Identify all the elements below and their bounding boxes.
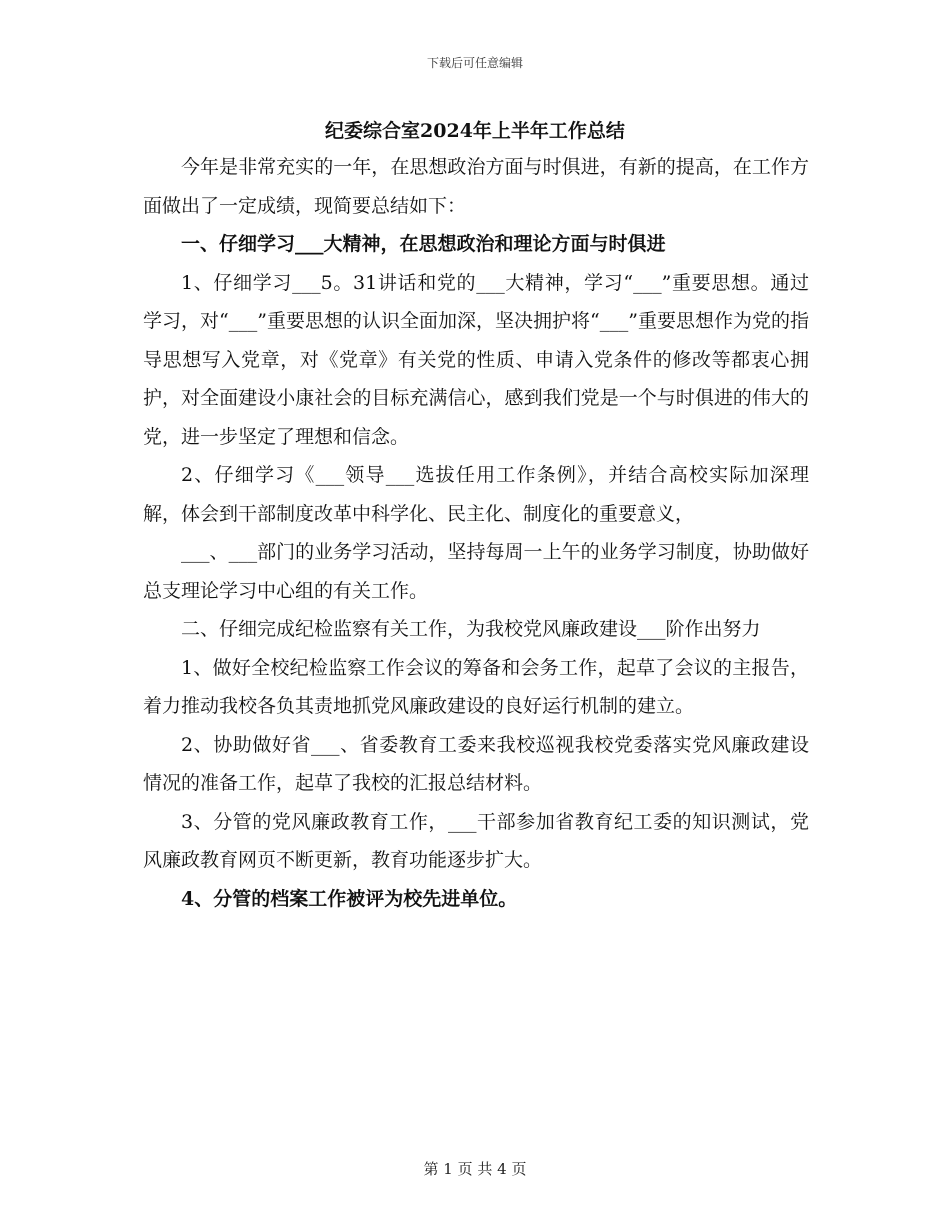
paragraph-1-2: 2、仔细学习《___领导___选拔任用工作条例》，并结合高校实际加深理解，体会到干部制度改革中科学化、民主化、制度化的重要意义， [143,464,809,525]
paragraph-2-1: 1、做好全校纪检监察工作会议的筹备和会务工作，起草了会议的主报告，着力推动我校各负其责地抓党风廉政建设的良好运行机制的建立。 [143,656,809,717]
page-footer: 第 1 页 共 4 页 [423,1160,527,1178]
paragraph-2-3: 3、分管的党风廉政教育工作，___干部参加省教育纪工委的知识测试，党风廉政教育网页不断更新，教育功能逐步扩大。 [143,810,809,871]
paragraph-2-4: 4、分管的档案工作被评为校先进单位。 [181,887,518,910]
paragraph-2-2: 2、协助做好省___、省委教育工委来我校巡视我校党委落实党风廉政建设情况的准备工作，起草了我校的汇报总结材料。 [143,733,809,794]
paragraph-1-3: ___、___部门的业务学习活动，坚持每周一上午的业务学习制度，协助做好总支理论学习中心组的有关工作。 [143,541,809,602]
intro-paragraph: 今年是非常充实的一年，在思想政治方面与时俱进，有新的提高，在工作方面做出了一定成绩，现简要总结如下： [143,156,809,217]
section-heading-2: 二、仔细完成纪检监察有关工作，为我校党风廉政建设___阶作出努力 [181,618,761,640]
document-body [143,148,809,918]
section-heading-1: 一、仔细学习___大精神，在思想政治和理论方面与时俱进 [181,233,666,255]
header-note: 下载后可任意编辑 [426,56,523,70]
document-title: 纪委综合室2024年上半年工作总结 [325,120,625,142]
paragraph-1-1: 1、仔细学习___5。31讲话和党的___大精神，学习“___”重要思想。通过学习，对“___”重要思想的认识全面加深，坚决拥护将“___”重要思想作为党的指导思想写入党章，对《党章》有关党的性质、申请入党条件的修改等都衷心拥护，对全面建设小康社会的目标充满信心，感到我们党是一个与时俱进的伟大的党，进一步坚定了理想和信念。 [143,271,809,448]
